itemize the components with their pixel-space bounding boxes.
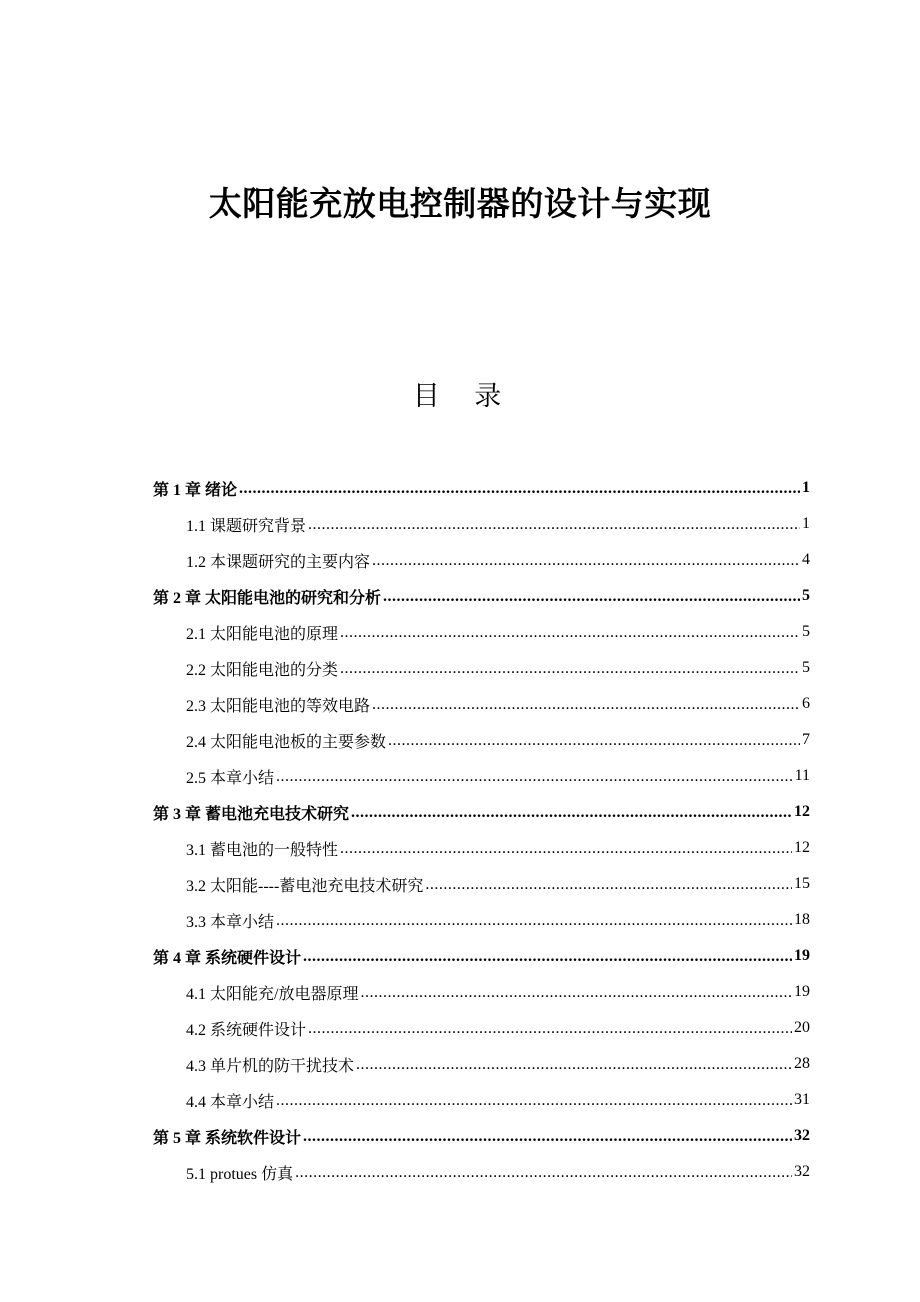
toc-dot-leader bbox=[239, 478, 800, 498]
toc-dot-leader bbox=[303, 946, 792, 966]
toc-entry-title: 2.2 太阳能电池的分类 bbox=[186, 661, 339, 679]
toc-entry-title: 2.4 太阳能电池板的主要参数 bbox=[186, 733, 387, 751]
toc-dot-leader bbox=[340, 622, 800, 642]
toc-page-number: 1 bbox=[802, 479, 810, 496]
toc-chapter-4[interactable] bbox=[153, 938, 810, 974]
toc-entry-title: 第 1 章 绪论 bbox=[153, 481, 238, 499]
toc-dot-leader bbox=[356, 1054, 792, 1074]
toc-section-3-3[interactable] bbox=[186, 902, 810, 938]
toc-entry-title: 4.2 系统硬件设计 bbox=[186, 1021, 307, 1039]
toc-page-number: 32 bbox=[794, 1163, 810, 1180]
toc-page-number: 11 bbox=[794, 767, 810, 784]
toc-entry-title: 第 4 章 系统硬件设计 bbox=[153, 949, 302, 967]
toc-dot-leader bbox=[303, 1126, 792, 1146]
toc-section-4-1[interactable] bbox=[186, 974, 810, 1010]
toc-page-number: 19 bbox=[794, 983, 810, 1000]
toc-section-3-1[interactable] bbox=[186, 830, 810, 866]
toc-chapter-2[interactable] bbox=[153, 578, 810, 614]
toc-section-2-3[interactable] bbox=[186, 686, 810, 722]
toc-page-number: 5 bbox=[802, 587, 810, 604]
toc-entry-title: 1.1 课题研究背景 bbox=[186, 517, 307, 535]
toc-entry-title: 第 2 章 太阳能电池的研究和分析 bbox=[153, 589, 382, 607]
toc-page-number: 19 bbox=[794, 947, 810, 964]
toc-section-4-4[interactable] bbox=[186, 1082, 810, 1118]
toc-section-2-2[interactable] bbox=[186, 650, 810, 686]
toc-chapter-5[interactable] bbox=[153, 1118, 810, 1154]
toc-section-3-2[interactable] bbox=[186, 866, 810, 902]
toc-entry-title: 2.5 本章小结 bbox=[186, 769, 275, 787]
toc-page-number: 32 bbox=[794, 1127, 810, 1144]
toc-entry-title: 第 3 章 蓄电池充电技术研究 bbox=[153, 805, 350, 823]
toc-section-2-4[interactable] bbox=[186, 722, 810, 758]
toc-dot-leader bbox=[388, 730, 800, 750]
toc-page-number: 15 bbox=[794, 875, 810, 892]
toc-dot-leader bbox=[372, 550, 800, 570]
toc-page-number: 6 bbox=[802, 695, 810, 712]
toc-dot-leader bbox=[276, 766, 793, 786]
toc-dot-leader bbox=[360, 982, 792, 1002]
toc-section-1-1[interactable] bbox=[186, 506, 810, 542]
toc-page-number: 5 bbox=[802, 623, 810, 640]
toc-page-number: 7 bbox=[802, 731, 810, 748]
toc-entry-title: 2.3 太阳能电池的等效电路 bbox=[186, 697, 371, 715]
toc-section-2-5[interactable] bbox=[186, 758, 810, 794]
toc-page-number: 18 bbox=[794, 911, 810, 928]
toc-dot-leader bbox=[425, 874, 792, 894]
toc-entry-title: 3.1 蓄电池的一般特性 bbox=[186, 841, 339, 859]
toc-section-2-1[interactable] bbox=[186, 614, 810, 650]
toc-dot-leader bbox=[276, 1090, 792, 1110]
toc-entry-title: 3.3 本章小结 bbox=[186, 913, 275, 931]
toc-entry-title: 4.4 本章小结 bbox=[186, 1093, 275, 1111]
toc-dot-leader bbox=[295, 1162, 792, 1182]
toc-dot-leader bbox=[383, 586, 800, 606]
toc-dot-leader bbox=[276, 910, 792, 930]
toc-page-number: 4 bbox=[802, 551, 810, 568]
toc-dot-leader bbox=[351, 802, 792, 822]
toc-section-1-2[interactable] bbox=[186, 542, 810, 578]
toc-entry-title: 4.1 太阳能充/放电器原理 bbox=[186, 985, 359, 1003]
toc-entry-title: 第 5 章 系统软件设计 bbox=[153, 1129, 302, 1147]
toc-entry-title: 5.1 protues 仿真 bbox=[186, 1165, 294, 1183]
toc-page-number: 12 bbox=[794, 803, 810, 820]
toc-chapter-1[interactable] bbox=[153, 470, 810, 506]
toc-page-number: 1 bbox=[802, 515, 810, 532]
document-title: 太阳能充放电控制器的设计与实现 bbox=[208, 184, 712, 223]
toc-dot-leader bbox=[340, 838, 792, 858]
toc-entry-title: 3.2 太阳能----蓄电池充电技术研究 bbox=[186, 877, 424, 895]
toc-page-number: 20 bbox=[794, 1019, 810, 1036]
toc-dot-leader bbox=[308, 1018, 792, 1038]
toc-page-number: 12 bbox=[794, 839, 810, 856]
toc-page-number: 5 bbox=[802, 659, 810, 676]
toc-page-number: 28 bbox=[794, 1055, 810, 1072]
toc-heading: 目 录 bbox=[412, 381, 508, 412]
toc-dot-leader bbox=[340, 658, 800, 678]
toc-entry-title: 1.2 本课题研究的主要内容 bbox=[186, 553, 371, 571]
toc-section-5-1[interactable] bbox=[186, 1154, 810, 1190]
toc-section-4-2[interactable] bbox=[186, 1010, 810, 1046]
toc-entry-title: 4.3 单片机的防干扰技术 bbox=[186, 1057, 355, 1075]
toc-dot-leader bbox=[372, 694, 800, 714]
toc-dot-leader bbox=[308, 514, 800, 534]
toc-page-number: 31 bbox=[794, 1091, 810, 1108]
toc-chapter-3[interactable] bbox=[153, 794, 810, 830]
toc-entry-title: 2.1 太阳能电池的原理 bbox=[186, 625, 339, 643]
toc-section-4-3[interactable] bbox=[186, 1046, 810, 1082]
